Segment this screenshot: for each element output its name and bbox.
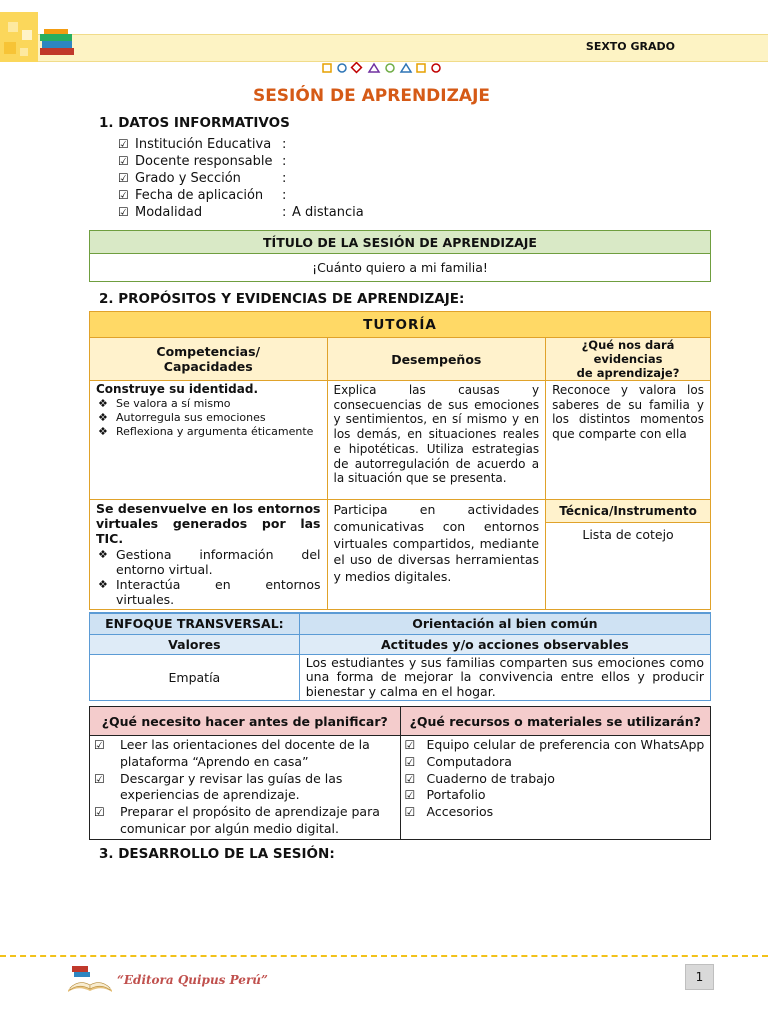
tecnica-label: Técnica/Instrumento [546, 500, 710, 523]
page-number: 1 [685, 964, 714, 990]
list-item: ☑ Portafolio [404, 787, 486, 803]
checkbox-icon: ☑ [94, 738, 105, 752]
enfoque-table [89, 612, 711, 701]
planning-right-list [400, 736, 711, 840]
list-item: ☑ Cuaderno de trabajo [404, 770, 555, 786]
section-3-heading: 3. DESARROLLO DE LA SESIÓN: [99, 846, 335, 862]
checkbox-icon: ☑ [404, 754, 416, 769]
tutoria-title: TUTORÍA [90, 312, 711, 338]
open-book-icon [66, 964, 114, 994]
checkbox-icon: ☑ [118, 171, 129, 185]
actitud-cell: Los estudiantes y sus familias comparten sus emociones como una forma de mejorar la convivencia entre ellos y producir bienestar y calma en el hogar. [299, 654, 710, 701]
checkbox-icon: ☑ [404, 771, 416, 786]
list-item: ☑ Descargar y revisar las guías de las experiencias de aprendizaje. [94, 770, 343, 803]
col-desempenos: Desempeños [327, 338, 546, 381]
info-row: ☑ Grado y Sección : [118, 171, 287, 186]
competencia-1: Construye su identidad. ❖ Se valora a sí mismo ❖ Autorregula sus emociones ❖ Reflexiona y argumenta éticamente [90, 381, 328, 500]
col-competencias: Competencias/ Capacidades [90, 338, 328, 381]
session-title-table [89, 230, 711, 282]
list-item: ☑ Leer las orientaciones del docente de la plataforma “Aprendo en casa” [94, 737, 370, 769]
checkbox-icon: ☑ [94, 771, 105, 786]
tecnica-value: Lista de cotejo [582, 527, 674, 542]
page-title: SESIÓN DE APRENDIZAJE [252, 86, 491, 106]
tecnica-cell [546, 500, 711, 610]
info-row: ☑ Modalidad : A distancia [118, 205, 364, 220]
checkbox-icon: ☑ [118, 205, 129, 219]
session-title-value: ¡Cuánto quiero a mi familia! [90, 254, 711, 282]
enfoque-label: ENFOQUE TRANSVERSAL: [90, 613, 300, 634]
footer-divider [0, 955, 768, 957]
planning-right-header: ¿Qué recursos o materiales se utilizarán? [400, 707, 711, 736]
list-item: ☑ Preparar el propósito de aprendizaje para comunicar por algún medio digital. [94, 804, 380, 836]
info-row: ☑ Docente responsable : [118, 154, 287, 169]
list-item: ☑ Computadora [404, 753, 512, 769]
diamond-bullet-icon: ❖ [98, 548, 108, 561]
valor-cell: Empatía [90, 654, 300, 701]
desempeno-1: Explica las causas y consecuencias de sus emociones y sentimientos, en sí mismo y en los demás, en situaciones reales e hipotéticas. Utiliza estrategias de autorregulación de acuerdo a la situación que se presenta. [327, 381, 546, 500]
planning-left-list [90, 736, 401, 840]
list-item: ☑ Equipo celular de preferencia con WhatsApp [404, 737, 705, 752]
publisher-name: “Editora Quipus Perú” [117, 973, 268, 987]
diamond-bullet-icon: ❖ [98, 411, 108, 424]
valores-header: Valores [90, 634, 300, 654]
info-row: ☑ Institución Educativa : [118, 137, 287, 152]
shapes-decoration-icon [322, 62, 442, 74]
checkbox-icon: ☑ [404, 788, 416, 803]
list-item: ☑ Accesorios [404, 804, 494, 820]
checkbox-icon: ☑ [404, 805, 416, 820]
books-icon [38, 28, 78, 58]
checkbox-icon: ☑ [118, 188, 129, 202]
evidencia-1: Reconoce y valora los saberes de su familia y los distintos momentos que comparte con ella [546, 381, 711, 500]
section-2-heading: 2. PROPÓSITOS Y EVIDENCIAS DE APRENDIZAJE: [99, 291, 465, 307]
enfoque-value: Orientación al bien común [299, 613, 710, 634]
diamond-bullet-icon: ❖ [98, 425, 108, 438]
tutoria-table [89, 311, 711, 610]
checkbox-icon: ☑ [404, 738, 416, 752]
checkbox-icon: ☑ [118, 137, 129, 151]
section-1-heading: 1. DATOS INFORMATIVOS [99, 115, 290, 131]
grade-label: SEXTO GRADO [585, 40, 675, 53]
session-title-header: TÍTULO DE LA SESIÓN DE APRENDIZAJE [90, 231, 711, 254]
col-evidencias: ¿Qué nos dará evidencias de aprendizaje? [546, 338, 711, 381]
desempeno-2: Participa en actividades comunicativas con entornos virtuales compartidos, mediante el uso de diversas herramientas y medios digitales. [327, 500, 546, 610]
checkbox-icon: ☑ [94, 805, 105, 820]
actitudes-header: Actitudes y/o acciones observables [299, 634, 710, 654]
planning-left-header: ¿Qué necesito hacer antes de planificar? [90, 707, 401, 736]
checkbox-icon: ☑ [118, 154, 129, 168]
diamond-bullet-icon: ❖ [98, 397, 108, 410]
competencia-2: Se desenvuelve en los entornos virtuales generados por las TIC. ❖ Gestiona información del entorno virtual. ❖ Interactúa en entornos virtuales. [90, 500, 328, 610]
info-row: ☑ Fecha de aplicación : [118, 188, 287, 203]
planning-table [89, 706, 711, 840]
diamond-bullet-icon: ❖ [98, 578, 108, 591]
